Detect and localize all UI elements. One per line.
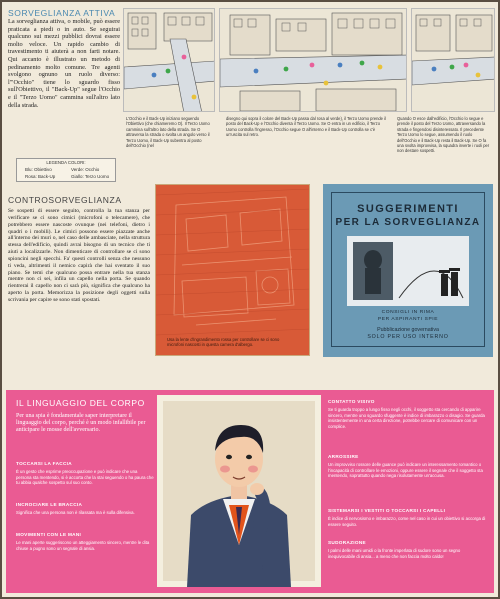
street-panel-1 [123, 8, 215, 112]
street-panel-3 [411, 8, 495, 112]
tip-body-arrossire: Un improvviso rossore delle guance può indicare un interessamento romantico o l'incapacità di controllare le emozioni, oppure essere il segnale che il soggetto sta mentendo, soprattutto quando nega risolutamente un'accusa. [328, 462, 483, 479]
legend-title: LEGENDA COLORI: [46, 160, 86, 165]
booklet-subtitle-line-1: CONSIGLI IN RIMA [381, 310, 435, 315]
tip-heading-contatto-visivo: CONTATTO VISIVO [328, 399, 375, 404]
legend-item-backup: Rosa: Back-Up [25, 174, 56, 179]
spy-silhouettes-icon [347, 236, 469, 306]
red-image-caption: Usa la lente d'ingrandimento rossa per controllare se ci sono microfoni nascosti in questa camera d'albergo. [167, 337, 280, 348]
color-legend [16, 158, 116, 182]
section-intro-linguaggio-corpo: Per una spia è fondamentale saper interpretare il linguaggio del corpo, perché è un modo infallibile per anticipare le mosse dell'avversario. [16, 413, 146, 434]
section-title-controsorveglianza: CONTROSORVEGLIANZA [8, 195, 122, 205]
surveillance-illustration [123, 8, 495, 112]
tip-body-toccarsi-faccia: È un gesto che esprime preoccupazione e può indicare che una persona sta mentendo, si è accorta che la stai seguendo o ha paura che tu abbia qualche sospetto sul suo conto. [16, 469, 154, 486]
man-in-suit-icon [157, 395, 321, 587]
section-title-sorveglianza-attiva: SORVEGLIANZA ATTIVA [8, 8, 116, 18]
street-panel-2 [219, 8, 407, 112]
page [2, 2, 498, 597]
street-scene-2-icon [220, 9, 407, 112]
booklet-publisher [333, 327, 483, 340]
section-title-linguaggio-corpo: IL LINGUAGGIO DEL CORPO [16, 398, 145, 408]
street-scene-1-icon [124, 9, 215, 112]
tip-heading-sudorazione: SUDORAZIONE [328, 540, 366, 545]
booklet-publisher-line-1: Pubblicazione governativa [377, 327, 439, 333]
legend-item-terzo-uomo: Giallo: Terzo Uomo [71, 174, 110, 179]
booklet-title [335, 202, 481, 230]
tip-heading-toccarsi-faccia: TOCCARSI LA FACCIA [16, 461, 72, 466]
illustration-caption-2: disegno qui sopra il colore del Back-Up passa dal rosa al verde), il Terzo Uomo prende il posto del Back-Up e l'Occhio diventa il Terzo Uomo. Se O entra in un edificio, il Terzo Uomo controlla l'ingresso, l'Occhio segue O all'interno e il Back-Up controlla se c'è un'uscita sul retro. [226, 116, 386, 138]
illustration-caption-3: Quando O esce dall'edificio, l'Occhio lo segue e prende il posto del Terzo Uomo, attraversando la strada e fingendosi disinteressato. Il precedente Terzo Uomo lo segue, assumendo il ruolo dell'Occhio e il Back-Up resta il Back-Up. Se O fa una svolta improvvisa, la squadra inverte i ruoli per non destare sospetti. [397, 116, 490, 154]
hidden-image-hotel-room [155, 184, 310, 356]
man-portrait-illustration [157, 395, 321, 587]
legend-item-occhio: Verde: Occhio [71, 167, 100, 172]
tip-body-vestiti-capelli: È indice di nervosismo e imbarazzo, come nel caso in cui un obiettivo si accorga di essere seguito. [328, 516, 486, 527]
section-body-sorveglianza-attiva: La sorveglianza attiva, o mobile, può essere praticata a piedi o in auto. Se seguirai qualcuno sui mezzi pubblici dovrai essere molto veloce. Un rapido cambio di travestimento ti aiuterà a non farti notare. Qui accanto è illustrato un metodo di pedinamento molto comune. Tre agenti svolgono ognuno un ruolo diverso: l'"Occhio" tiene lo sguardo fisso sull'Obiettivo, il "Back-Up" segue l'Occhio e il "Terzo Uomo" cammina sull'altro lato della strada. [8, 18, 120, 109]
tip-heading-vestiti-capelli: SISTEMARSI I VESTITI O TOCCARSI I CAPELLI [328, 508, 446, 513]
booklet-publisher-line-2: SOLO PER USO INTERNO [367, 333, 449, 340]
tip-body-incrociare-braccia: Significa che una persona non è rilassata ma è sulla difensiva. [16, 510, 135, 515]
tip-body-movimenti-mani: Le mani aperte suggeriscono un atteggiamento sincero, mentre le dita chiuse a pugno sono un segnale di ansia. [16, 540, 150, 551]
booklet-cover [323, 184, 493, 357]
illustration-caption-1: L'Occhio e il Back-Up iniziano seguendo l'Obiettivo (che chiameremo O). Il Terzo Uomo cammina sull'altro lato della strada. Se O attraversa la strada o svolta un angolo verso il Terzo Uomo, il Back-Up subentra al posto dell'Occhio (nel [126, 116, 210, 149]
tip-body-contatto-visivo: Se ti guarda troppo a lungo fisso negli occhi, il soggetto sta cercando di apparire sincero, mentre uno sguardo sfuggente è indice di imbarazzo o disagio. Se guarda insistentemente in una certa direzione, potrebbe cercare di comunicare con un complice. [328, 407, 485, 430]
tip-heading-arrossire: ARROSSIRE [328, 454, 359, 459]
booklet-title-line-2: PER LA SORVEGLIANZA [335, 217, 481, 228]
tip-body-sudorazione: I palmi delle mani umidi o la fronte imperlata di sudore sono un segno inequivocabile di ansia... a meno che non faccia molto caldo! [328, 548, 461, 559]
booklet-subtitle [333, 310, 483, 323]
section-body-controsorveglianza: Se sospetti di essere seguito, controlla la tua stanza per verificare se ci sono cimici (microfoni o telecamere), che potrebbero essere nascoste ovunque (nei telefoni, dietro i quadri o i mobili). Le cimici possono essere piazzate anche all'interno dei muri o, nel caso delle ambasciate, nella struttura stessa dell'edificio, quindi avrai bisogno di un tecnico che ti aiuti a localizzarle. Non dimenticare di controllare se ci sono spioncini negli specchi. Fa' questi controlli senza che nessuno ti veda, altrimenti il nemico capirà che hai sventato il suo piano. Se temi che qualcuno possa entrare nella tua stanza mentre non ci sei, infila un capello nella porta. Se quando rientrerai il capello non ci sarà più, significa che qualcuno ha aperto la porta. Memorizza la posizione degli oggetti sulla scrivania per capire se sono stati spostati. [8, 208, 150, 303]
street-scene-3-icon [412, 9, 495, 112]
legend-item-obiettivo: Blu: Obiettivo [25, 167, 52, 172]
hotel-room-red-icon [156, 185, 310, 356]
tip-heading-incrociare-braccia: INCROCIARE LE BRACCIA [16, 502, 83, 507]
tip-heading-movimenti-mani: MOVIMENTI CON LE MANI [16, 532, 82, 537]
booklet-subtitle-line-2: PER ASPIRANTI SPIE [377, 316, 439, 322]
booklet-title-line-1: SUGGERIMENTI [357, 203, 459, 215]
